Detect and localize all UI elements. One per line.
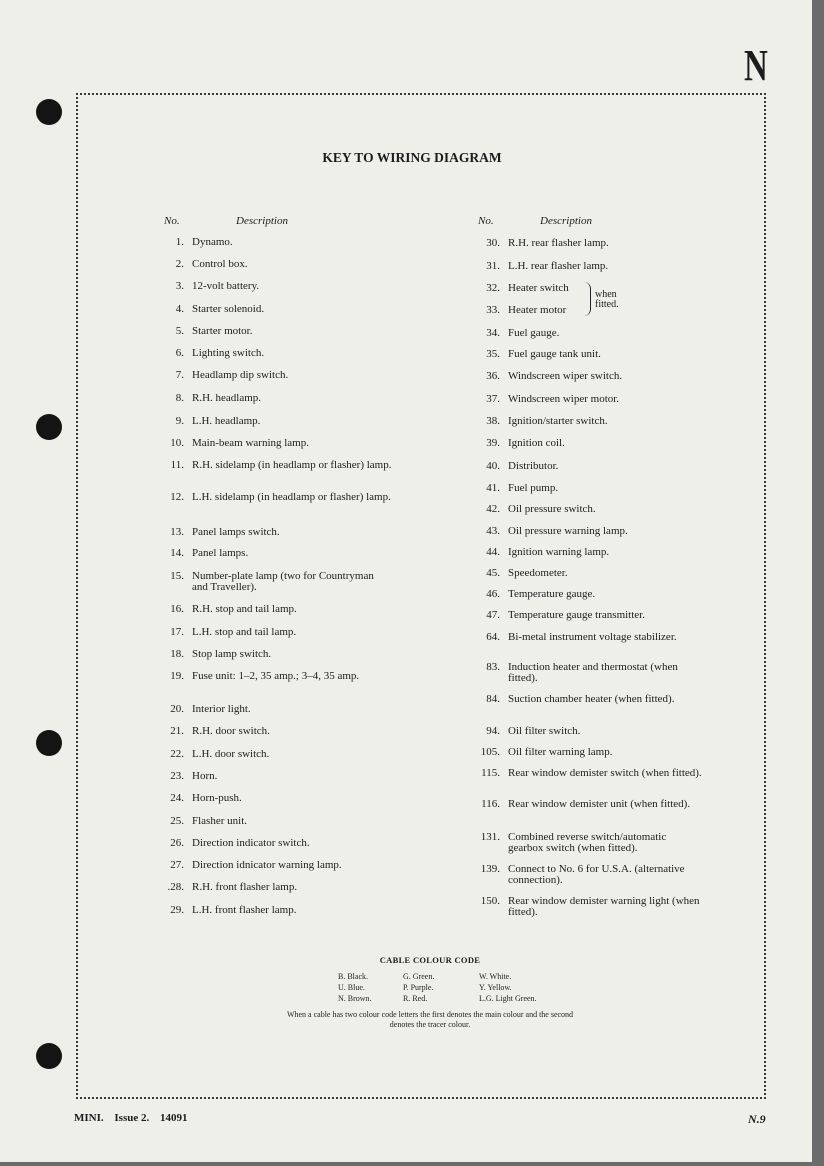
key-item-number: 32. [486,282,500,294]
key-item-description: Bi-metal instrument voltage stabilizer. [508,631,677,643]
key-item-description: Headlamp dip switch. [192,369,289,381]
key-item-description: Fuel pump. [508,482,559,494]
key-item-description: Number-plate lamp (two for Countryman and Traveller). [192,570,374,593]
key-item-description: Oil pressure switch. [508,503,596,515]
binder-hole [36,730,62,756]
key-item-description: L.H. door switch. [192,748,270,760]
key-item-number: 12. [170,491,184,503]
cable-code-note-text: When a cable has two colour code letters the first denotes the main colour and the second denotes the tracer colour. [286,1010,574,1029]
key-item-number: 115. [481,767,500,779]
cable-code-note [0,1010,824,1030]
key-item-number: 20. [170,703,184,715]
key-item-number: 45. [486,567,500,579]
footer-issue-info [74,1112,195,1124]
key-item-description: Fuse unit: 1–2, 35 amp.; 3–4, 35 amp. [192,670,360,682]
key-item-number: 37. [486,393,500,405]
key-item-description: Panel lamps. [192,547,249,559]
cable-colour-code-title: CABLE COLOUR CODE [379,955,481,965]
key-item-number: 8. [175,392,184,404]
cable-code-entry: P. Purple. [403,983,434,992]
cable-code-entry: W. White. [479,972,512,981]
cable-code-entry: G. Green. [403,972,435,981]
binder-hole [36,99,62,125]
key-item-number: 31. [486,260,500,272]
key-item-number: 44. [486,546,500,558]
key-item-description: R.H. front flasher lamp. [192,881,298,893]
left-no-header: No. [164,215,180,227]
key-item-description: Control box. [192,258,248,270]
footer-model: MINI. [74,1112,104,1124]
key-item-description: Heater motor [508,304,567,316]
key-item-description: R.H. stop and tail lamp. [192,603,297,615]
key-item-description: R.H. door switch. [192,725,270,737]
key-item-description: Connect to No. 6 for U.S.A. (alternative connection). [508,863,685,886]
page-title: KEY TO WIRING DIAGRAM [322,150,502,165]
key-item-number: 5. [175,325,184,337]
key-item-description: Oil pressure warning lamp. [508,525,628,537]
cable-code-entry: U. Blue. [338,983,365,992]
cable-code-entry: Y. Yellow. [479,983,512,992]
key-item-number: 6. [175,347,184,359]
page-number: N.9 [748,1112,766,1126]
key-item-number: 4. [175,303,184,315]
key-item-description: Rear window demister warning light (when fitted). [508,895,700,918]
cable-code-entry: N. Brown. [338,994,372,1003]
key-item-number: 3. [175,280,184,292]
key-item-number: 10. [170,437,184,449]
key-item-number: 150. [480,895,500,907]
key-item-description: Flasher unit. [192,815,247,827]
key-item-number: 84. [486,693,500,705]
key-item-description: Speedometer. [508,567,568,579]
key-item-description: Rear window demister switch (when fitted). [508,767,702,779]
key-item-number: 30. [486,237,500,249]
heater-bracket [584,282,591,316]
key-item-number: 116. [481,798,500,810]
key-item-number: 47. [486,609,500,621]
key-item-description: Ignition coil. [508,437,565,449]
key-item-description: Fuel gauge. [508,327,560,339]
cable-code-column [479,971,537,1004]
key-item-number: 7. [175,369,184,381]
key-item-number: 131. [480,831,500,843]
key-item-number: 94. [486,725,500,737]
key-item-number: 139. [480,863,500,875]
key-item-description: Induction heater and thermostat (when fitted). [508,661,678,684]
key-item-number: 40. [486,460,500,472]
key-item-number: 13. [170,526,184,538]
key-item-description: Combined reverse switch/automatic gearbox switch (when fitted). [508,831,667,854]
key-item-description: Direction idnicator warning lamp. [192,859,342,871]
key-item-number: 29. [170,904,184,916]
cable-code-entry: B. Black. [338,972,368,981]
key-item-description: Oil filter warning lamp. [508,746,613,758]
footer-code: 14091 [159,1112,188,1124]
key-item-number: 2. [175,258,184,270]
key-item-number: 46. [486,588,500,600]
key-item-description: 12-volt battery. [192,280,260,292]
key-item-description: Lighting switch. [192,347,265,359]
key-item-number: 1. [175,236,184,248]
key-item-number: 42. [486,503,500,515]
key-item-number: 9. [175,415,184,427]
key-item-number: 21. [170,725,184,737]
key-item-description: Starter solenoid. [192,303,265,315]
key-item-number: 16. [170,603,184,615]
key-item-description: Fuel gauge tank unit. [508,348,601,360]
key-item-number: 14. [170,547,184,559]
key-item-number: 25. [170,815,184,827]
key-item-number: 41. [486,482,500,494]
key-item-description: Ignition/starter switch. [508,415,608,427]
key-item-number: 83. [486,661,500,673]
key-item-description: Dynamo. [192,236,233,248]
key-item-number: 39. [486,437,500,449]
section-letter: N [744,41,768,90]
key-item-description: Horn. [192,770,218,782]
key-item-description: L.H. sidelamp (in headlamp or flasher) lamp. [192,491,391,503]
key-item-description: L.H. rear flasher lamp. [508,260,609,272]
key-item-number: 36. [486,370,500,382]
right-description-header: Description [540,215,592,227]
key-item-number: 34. [486,327,500,339]
key-item-description: Heater switch [508,282,569,294]
cable-code-entry: L.G. Light Green. [479,994,537,1003]
key-item-number: 26. [170,837,184,849]
right-no-header: No. [478,215,494,227]
binder-hole [36,1043,62,1069]
key-item-description: Distributor. [508,460,559,472]
key-item-description: L.H. headlamp. [192,415,261,427]
key-item-description: Windscreen wiper switch. [508,370,623,382]
key-item-description: Starter motor. [192,325,253,337]
key-item-description: Main-beam warning lamp. [192,437,309,449]
key-item-number: 17. [170,626,184,638]
key-item-description: Stop lamp switch. [192,648,272,660]
binder-hole [36,414,62,440]
key-item-number: 43. [486,525,500,537]
key-item-description: R.H. headlamp. [192,392,262,404]
key-item-number: 35. [486,348,500,360]
key-item-number: 22. [170,748,184,760]
key-item-description: Windscreen wiper motor. [508,393,620,405]
key-item-description: Horn-push. [192,792,242,804]
key-item-number: 64. [486,631,500,643]
cable-code-column [338,971,372,1004]
key-item-number: 27. [170,859,184,871]
key-item-description: Direction indicator switch. [192,837,310,849]
key-item-number: 24. [170,792,184,804]
key-item-description: Suction chamber heater (when fitted). [508,693,675,705]
key-item-number: 38. [486,415,500,427]
key-item-description: Oil filter switch. [508,725,581,737]
key-item-description: Interior light. [192,703,251,715]
key-item-description: L.H. stop and tail lamp. [192,626,297,638]
key-item-number: 15. [170,570,184,582]
key-item-number: 11. [170,459,184,471]
key-item-number: 33. [486,304,500,316]
key-item-number: 105. [480,746,500,758]
key-item-description: L.H. front flasher lamp. [192,904,297,916]
key-item-description: R.H. rear flasher lamp. [508,237,609,249]
key-item-number: 23. [170,770,184,782]
key-item-number: 19. [170,670,184,682]
key-item-description: Panel lamps switch. [192,526,280,538]
key-item-number: .28. [167,881,184,893]
footer-issue: Issue 2. [114,1112,150,1124]
key-item-description: Temperature gauge. [508,588,596,600]
key-item-description: R.H. sidelamp (in headlamp or flasher) lamp. [192,459,392,471]
key-item-number: 18. [170,648,184,660]
left-description-header: Description [236,215,288,227]
key-item-description: Temperature gauge transmitter. [508,609,645,621]
cable-code-entry: R. Red. [403,994,428,1003]
cable-code-column [403,971,434,1004]
key-item-description: Rear window demister unit (when fitted). [508,798,691,810]
key-item-description: Ignition warning lamp. [508,546,610,558]
bracket-note: when fitted. [595,289,619,310]
